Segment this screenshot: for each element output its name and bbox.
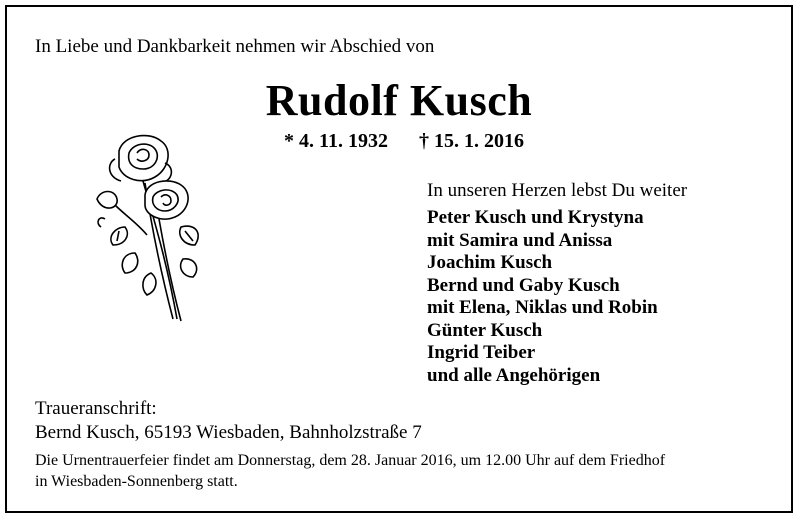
mourner-line: und alle Angehörigen — [427, 364, 601, 386]
death-date: † 15. 1. 2016 — [418, 130, 524, 152]
obituary-notice — [5, 5, 793, 513]
roses-icon — [85, 123, 225, 323]
mourner-line: mit Elena, Niklas und Robin — [427, 297, 658, 318]
intro-text: In Liebe und Dankbarkeit nehmen wir Abschied von — [35, 36, 435, 57]
mourning-address: Bernd Kusch, 65193 Wiesbaden, Bahnholzstraße 7 — [35, 422, 422, 443]
mourner-line: Ingrid Teiber — [427, 342, 536, 363]
mourner-line: mit Samira und Anissa — [427, 229, 613, 251]
deceased-name: Rudolf Kusch — [265, 76, 533, 125]
motto-text: In unseren Herzen lebst Du weiter — [427, 180, 688, 201]
service-info — [35, 450, 775, 492]
mourner-line: Joachim Kusch — [427, 252, 553, 273]
mourner-line: Bernd und Gaby Kusch — [427, 274, 620, 296]
service-line: in Wiesbaden-Sonnenberg statt. — [35, 473, 238, 490]
service-line: Die Urnentrauerfeier findet am Donnerstag, dem 28. Januar 2016, um 12.00 Uhr auf dem Friedhof — [35, 452, 666, 469]
birth-date: * 4. 11. 1932 — [284, 130, 388, 152]
address-label: Traueranschrift: — [35, 398, 157, 419]
mourners-list — [427, 207, 658, 387]
mourner-line: Peter Kusch und Krystyna — [427, 207, 644, 228]
mourner-line: Günter Kusch — [427, 319, 543, 341]
